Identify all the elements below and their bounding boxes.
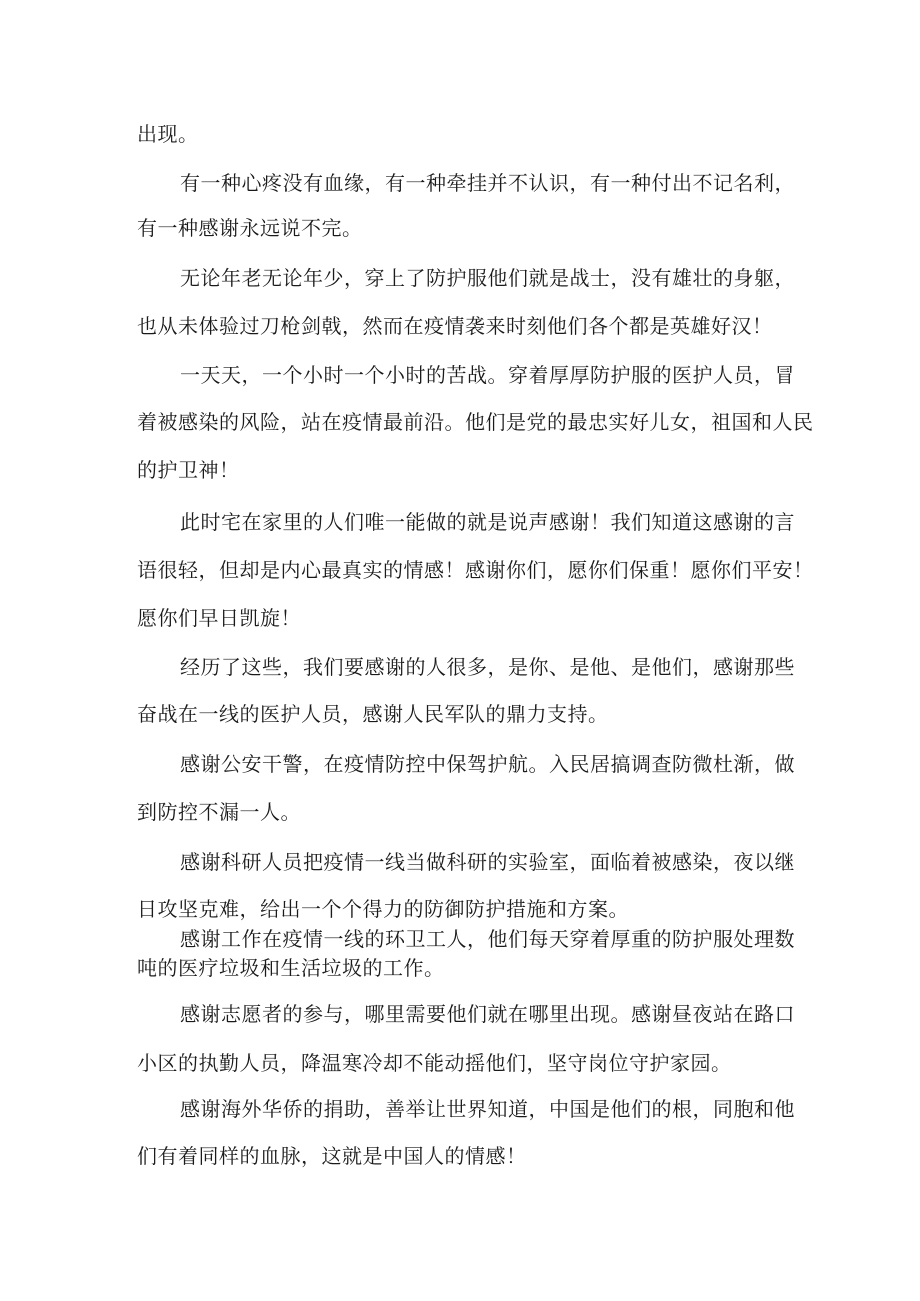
- text-line: 日攻坚克难，给出一个个得力的防御防护措施和方案。: [137, 897, 629, 921]
- text-line: 感谢志愿者的参与，哪里需要他们就在哪里出现。感谢昼夜站在路口: [180, 1002, 795, 1026]
- text-line: 语很轻，但却是内心最真实的情感！感谢你们，愿你们保重！愿你们平安！: [137, 558, 814, 582]
- text-line: 感谢科研人员把疫情一线当做科研的实验室，面临着被感染，夜以继: [180, 850, 795, 874]
- text-line: 感谢公安干警，在疫情防控中保驾护航。入民居搞调查防微杜渐，做: [180, 752, 795, 776]
- text-line: 经历了这些，我们要感谢的人很多，是你、是他、是他们，感谢那些: [180, 655, 795, 679]
- text-line: 感谢工作在疫情一线的环卫工人，他们每天穿着厚重的防护服处理数: [180, 927, 795, 951]
- text-line: 着被感染的风险，站在疫情最前沿。他们是党的最忠实好儿女，祖国和人民: [137, 410, 814, 434]
- text-line: 的护卫神！: [137, 458, 240, 482]
- text-line: 小区的执勤人员，降温寒冷却不能动摇他们，坚守岗位守护家园。: [137, 1051, 732, 1075]
- text-line: 出现。: [137, 122, 199, 146]
- text-line: 也从未体验过刀枪剑戟，然而在疫情袭来时刻他们各个都是英雄好汉！: [137, 314, 773, 338]
- text-line: 到防控不漏一人。: [137, 800, 301, 824]
- text-line: 们有着同样的血脉，这就是中国人的情感！: [137, 1144, 527, 1168]
- text-line: 愿你们早日凯旋！: [137, 606, 301, 630]
- text-line: 一天天，一个小时一个小时的苦战。穿着厚厚防护服的医护人员，冒: [180, 363, 795, 387]
- text-line: 此时宅在家里的人们唯一能做的就是说声感谢！我们知道这感谢的言: [180, 510, 795, 534]
- text-line: 吨的医疗垃圾和生活垃圾的工作。: [137, 956, 445, 980]
- text-line: 无论年老无论年少，穿上了防护服他们就是战士，没有雄壮的身躯，: [180, 266, 795, 290]
- text-line: 奋战在一线的医护人员，感谢人民军队的鼎力支持。: [137, 702, 609, 726]
- text-line: 有一种心疼没有血缘，有一种牵挂并不认识，有一种付出不记名利，: [180, 171, 795, 195]
- text-line: 有一种感谢永远说不完。: [137, 216, 363, 240]
- text-line: 感谢海外华侨的捐助，善举让世界知道，中国是他们的根，同胞和他: [180, 1097, 795, 1121]
